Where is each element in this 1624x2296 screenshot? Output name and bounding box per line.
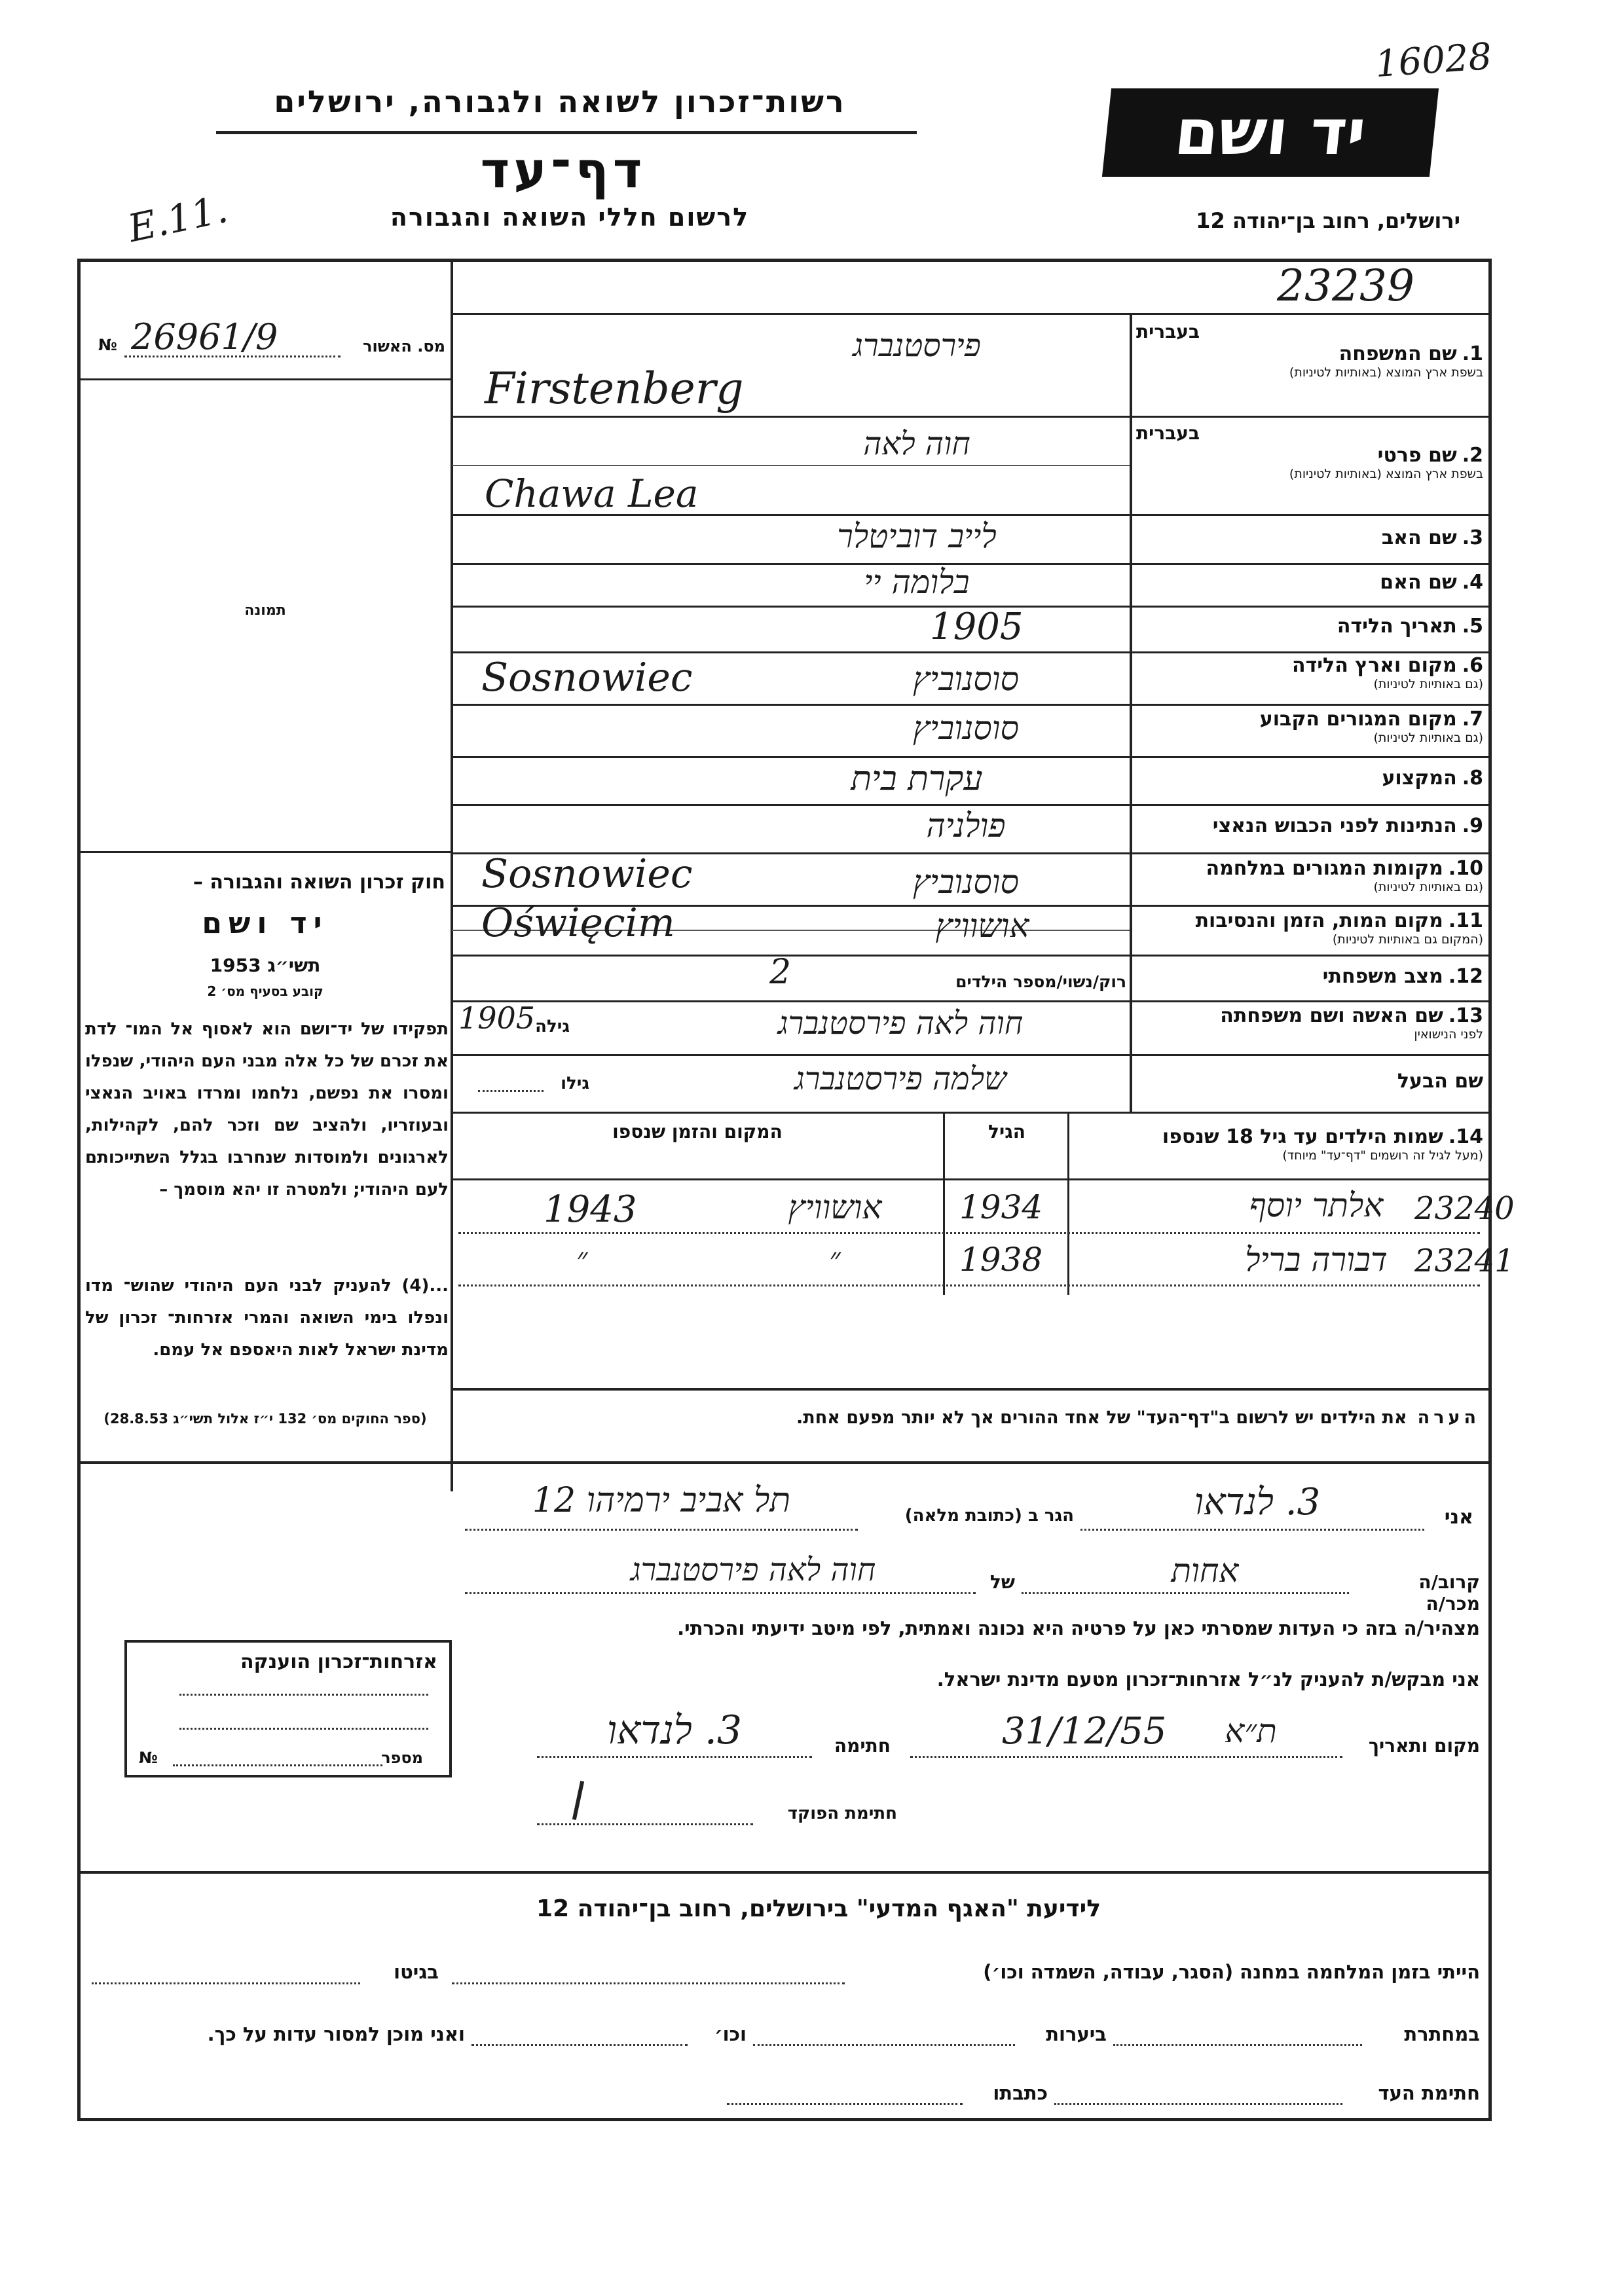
child-row-line (458, 1232, 1480, 1234)
law-text-1: תפקידו של יד־ושם הוא לאסוף אל המו־ לדת את זכרם של כל אלה מבני העם היהודי, שנפלו ומסרו את נפשם, נלחמו ומרדו באויב הנאצי ובעוזריו, ולהציב שם וזכר להם, לקהילות, לארגונים ולמוסדות שנחרבו בגלל השתייכותם לעם היהודי; ולמטרה זו יהא מוסמך – (85, 1019, 449, 1199)
citizenship-line-2 (179, 1728, 428, 1730)
form-title: דף־עד (480, 141, 646, 199)
place-value: ת״א (1225, 1712, 1277, 1750)
husband-label (1136, 1070, 1483, 1093)
field-2-value-lat: Chawa Lea (485, 471, 699, 516)
declarant-ani-label: אני (1444, 1506, 1473, 1529)
citizenship-line-1 (179, 1694, 428, 1696)
law-source: (ספר החוקים מס׳ 132 י״ז אלול תשי״ג 28.8.53) (103, 1411, 427, 1427)
law-clause: קובע בסעיף מס׳ 2 (207, 983, 323, 999)
law-title: חוק זכרון השואה והגבורה – (193, 871, 445, 894)
field-13-number: 13. (1448, 1004, 1483, 1027)
children-col-divider (943, 1112, 945, 1295)
children-col-divider (1067, 1112, 1069, 1295)
field-1-sub: בשפת ארץ המוצא (באותיות לטיניות) (1289, 365, 1483, 380)
field-1-value-heb: פירסטנברג (853, 327, 981, 364)
child-2-place: ״ (829, 1241, 841, 1276)
info-line2-field-b (753, 2044, 1015, 2046)
cert-label: מס. האשור (363, 337, 445, 355)
field-11-title: מקום המות, הזמן והנסיבות (1195, 909, 1443, 932)
field-13-age: 1905 (458, 1000, 536, 1036)
field-4-label (1136, 572, 1483, 594)
cert-number-field (92, 316, 445, 363)
officer-signature-label: חתימת הפוקד (787, 1804, 897, 1823)
info-line2-field-c (471, 2044, 688, 2046)
field-4-value: בלומה יי (864, 563, 970, 601)
signature-line (537, 1756, 812, 1758)
row-line (452, 756, 1492, 758)
field-12-value: 2 (769, 953, 792, 992)
info-line3-field-a (1054, 2103, 1342, 2105)
row-line (452, 651, 1492, 653)
children-header-rule (452, 1178, 1492, 1180)
field-10-title: מקומות המגורים במלחמה (1206, 857, 1443, 880)
row-line (452, 704, 1492, 706)
date-value: 31/12/55 (1002, 1710, 1167, 1753)
field-2-number: 2. (1462, 444, 1483, 467)
signature-value: 3. לנדאו (606, 1707, 743, 1753)
field-13-sub: לפני הנישואין (1414, 1027, 1483, 1042)
field-13-title: שם האשה ושם משפחתה (1220, 1004, 1443, 1027)
field-4-number: 4. (1462, 571, 1483, 594)
info-line1-label: הייתי בזמן המלחמה במחנה (הסגר, עבודה, השמדה וכו׳) (983, 1961, 1480, 1983)
field-6-sub: (גם באותיות לטיניות) (1373, 677, 1483, 691)
field-8-title: המקצוע (1382, 767, 1457, 790)
husband-value: שלמה פירסטנברג (794, 1061, 1007, 1097)
child-1-ref: 23240 (1414, 1190, 1515, 1227)
field-10-value-lat: Sosnowiec (481, 851, 693, 897)
relation-label: קרוב/ה מכר/ה (1418, 1571, 1480, 1614)
row-line (452, 416, 1492, 418)
info-line3-address: כתבתו (993, 2082, 1048, 2104)
field-7-sub: (גם באותיות לטיניות) (1373, 731, 1483, 745)
field-2-label (1136, 422, 1483, 481)
info-line3-field-b (727, 2103, 963, 2105)
field-11-value-lat: Oświęcim (481, 900, 675, 946)
field-11-number: 11. (1448, 909, 1483, 932)
field-4-title: שם האם (1380, 571, 1457, 594)
field-3-number: 3. (1462, 526, 1483, 549)
info-line2-forests: ביערות (1046, 2023, 1107, 2045)
children-number: 14. (1448, 1125, 1483, 1148)
row-line (452, 1054, 1492, 1056)
field-9-title: הנתינות לפני הכבוש הנאצי (1212, 814, 1457, 837)
logo-text: יד ושם (1171, 96, 1370, 169)
info-line2-etc: וכו׳ (714, 2023, 747, 2045)
field-7-value: סוסנוביץ (913, 709, 1019, 747)
law-year: תשי״ג 1953 (210, 955, 321, 976)
info-line1-field-b (92, 1982, 360, 1984)
field-6-title: מקום וארץ הלידה (1291, 654, 1457, 677)
field-2-sub: בשפת ארץ המוצא (באותיות לטיניות) (1289, 467, 1483, 481)
child-1-place: אושוויץ (788, 1188, 882, 1226)
field-5-number: 5. (1462, 615, 1483, 638)
field-6-value-lat: Sosnowiec (481, 655, 693, 701)
row-line (452, 955, 1492, 957)
info-title: לידיעת "האגף המדעי" בירושלים, רחוב בן־יהודה 12 (536, 1895, 1101, 1922)
child-row-line (458, 1285, 1480, 1286)
field-1-title: שם המשפחה (1338, 342, 1457, 365)
cert-dots (124, 355, 341, 357)
child-2-ref: 23241 (1414, 1243, 1515, 1279)
declarant-resident-label: הגר ב (כתובת מלאה) (904, 1506, 1074, 1525)
field-3-value: לייב דוביטלר (837, 517, 997, 555)
declarant-address: תל אביב ירמיהו 12 (532, 1481, 791, 1520)
field-1-label (1136, 321, 1483, 380)
relation-of-label: של (989, 1571, 1015, 1593)
field-10-sub: (גם באותיות לטיניות) (1373, 880, 1483, 894)
children-header-sub: (מעל לגיל זה רושמים "דף־עד" מיוחד) (1282, 1148, 1483, 1163)
info-line3-witness-signature: חתימת העד (1378, 2082, 1480, 2104)
archive-number: 16028 (1373, 35, 1494, 86)
declarant-address-line (465, 1529, 858, 1531)
field-8-number: 8. (1462, 767, 1483, 790)
info-line2-field-a (1113, 2044, 1362, 2046)
field-1-number: 1. (1462, 342, 1483, 365)
field-3-label (1136, 527, 1483, 549)
field-12-title: מצב משפחתי (1322, 965, 1443, 988)
field-5-value: 1905 (930, 606, 1024, 648)
field-7-number: 7. (1462, 708, 1483, 731)
field-2-value-heb: חוה לאה (863, 426, 970, 462)
place-date-line (910, 1756, 1342, 1758)
relation-value: אחות (1171, 1552, 1239, 1590)
row-line (452, 1000, 1492, 1002)
citizenship-box-title: אזרחות־זכרון הוענקה (240, 1650, 437, 1673)
field-8-value: עקרת בית (851, 759, 983, 799)
field-13-label (1136, 1005, 1483, 1042)
margin-note: E.11. (124, 186, 232, 251)
field-13-age-label: גילה (535, 1017, 570, 1036)
field-5-title: תאריך הלידה (1337, 615, 1457, 638)
children-title: שמות הילדים עד גיל 18 שנספו (1162, 1125, 1443, 1148)
field-12-label (1136, 966, 1483, 988)
header-rule (216, 131, 917, 134)
relation-line (1022, 1592, 1349, 1594)
field-1-value-lat: Firstenberg (485, 363, 744, 414)
field-11-label (1136, 910, 1483, 947)
info-line2-underground: במחתרת (1404, 2023, 1480, 2045)
field-5-label (1136, 615, 1483, 638)
child-1-name: אלתר יוסף (1249, 1186, 1384, 1224)
info-top-rule (79, 1871, 1492, 1874)
field-10-number: 10. (1448, 857, 1483, 880)
field-7-label (1136, 708, 1483, 745)
child-2-name: דבורה בריל (1245, 1241, 1388, 1279)
row-line (452, 313, 1492, 315)
sidebar-divider (451, 261, 453, 1491)
children-header-age: הגיל (988, 1121, 1025, 1142)
declaration-1: מצהיר/ה בזה כי העדות שמסרתי כאן על פרטיה היא נכונה ואמתית, לפי מיטב ידיעתי והכרתי. (677, 1617, 1480, 1639)
field-6-number: 6. (1462, 654, 1483, 677)
field-10-label (1136, 858, 1483, 894)
declaration-2: אני מבקש/ת להעניק לנ״ל אזרחות־זכרון מטעם מדינת ישראל. (936, 1668, 1480, 1690)
field-10-value-heb: סוסנוביץ (913, 863, 1019, 901)
note-top-rule (452, 1388, 1492, 1391)
children-header-place: המקום והזמן שנספו (612, 1121, 783, 1142)
child-1-year: 1943 (544, 1188, 637, 1231)
photo-top-rule (79, 378, 452, 380)
row-line (452, 804, 1492, 806)
sheet-number: 23239 (1277, 261, 1414, 311)
relation-of-name: חוה לאה פירסטנברג (630, 1552, 876, 1588)
field-2-title: שם פרטי (1377, 444, 1457, 467)
law-name: יד ושם (202, 907, 329, 940)
field-7-title: מקום המגורים הקבוע (1259, 708, 1457, 731)
field-12-inline-label: רוק/נשוי/מספר הילדים (955, 972, 1126, 991)
photo-bottom-rule (79, 851, 452, 853)
field-11-value-heb: אושוויץ (935, 907, 1029, 945)
citizenship-no-sign: № (139, 1749, 158, 1767)
husband-age-dots (478, 1090, 544, 1092)
field-8-label (1136, 767, 1483, 790)
field-3-title: שם האב (1381, 526, 1457, 549)
citizenship-box (124, 1640, 452, 1777)
citizenship-number-line (173, 1764, 382, 1766)
photo-label: תמונה (244, 602, 286, 619)
info-line1-ghetto: בגיטו (394, 1961, 439, 1983)
child-2-age: 1938 (959, 1241, 1043, 1279)
field-6-value-heb: סוסנוביץ (913, 660, 1019, 698)
declarant-name: 3. לנדאו (1194, 1481, 1321, 1523)
child-2-year: ״ (576, 1241, 588, 1276)
authority-name: רשות־זכרון לשואה ולגבורה, ירושלים (274, 84, 846, 119)
field-13-value: חוה לאה פירסטנברג (777, 1005, 1024, 1042)
field-9-value: פולניה (926, 807, 1006, 845)
declarant-name-line (1080, 1529, 1424, 1531)
place-date-label: מקום ותאריך (1368, 1735, 1480, 1757)
husband-age-label: גילו (561, 1074, 589, 1093)
cert-no-sign: № (98, 336, 117, 354)
sub-line (452, 465, 1130, 466)
signature-label: חתימה (834, 1735, 891, 1757)
field-12-number: 12. (1448, 965, 1483, 988)
field-6-label (1136, 655, 1483, 691)
row-line (452, 1112, 1492, 1114)
law-text-2: ...(4) להעניק לבני העם היהודי שהוש־ מדו ונפלו בימי השואה והמרי אזרחות־ זכרון של מדינת ישראל לאות היאספם אל עמם. (85, 1276, 449, 1360)
relation-of-line (465, 1592, 976, 1594)
note-row (458, 1408, 1480, 1428)
header-address: ירושלים, רחוב בן־יהודה 12 (1196, 208, 1460, 233)
info-line2-willing: ואני מוכן למסור עדות על כך. (207, 2023, 465, 2045)
cert-value: 26961/9 (131, 316, 278, 357)
children-header-name (1074, 1126, 1483, 1163)
field-11-sub: (המקום גם באותיות לטיניות) (1332, 932, 1483, 947)
sidebar-bottom-rule (79, 1461, 1492, 1464)
officer-signature-line (537, 1823, 753, 1825)
form-subtitle: לרשום חללי השואה והגבורה (390, 203, 750, 232)
info-line1-field-a (452, 1982, 845, 1984)
yad-vashem-logo (1102, 88, 1439, 177)
field-1-heb-tag: בעברית (1136, 321, 1200, 342)
field-2-heb-tag: בעברית (1136, 422, 1200, 444)
citizenship-number-label: מספר (381, 1749, 423, 1767)
note-text: את הילדים יש לרשום ב"דף־העד" של אחד ההורים אך לא יותר מפעם אחת. (796, 1408, 1407, 1428)
husband-title: שם הבעל (1397, 1070, 1483, 1093)
label-column-divider (1130, 313, 1132, 1112)
field-9-label (1136, 815, 1483, 837)
child-1-age: 1934 (959, 1188, 1043, 1226)
field-9-number: 9. (1462, 814, 1483, 837)
note-label: הערה (1417, 1408, 1480, 1428)
